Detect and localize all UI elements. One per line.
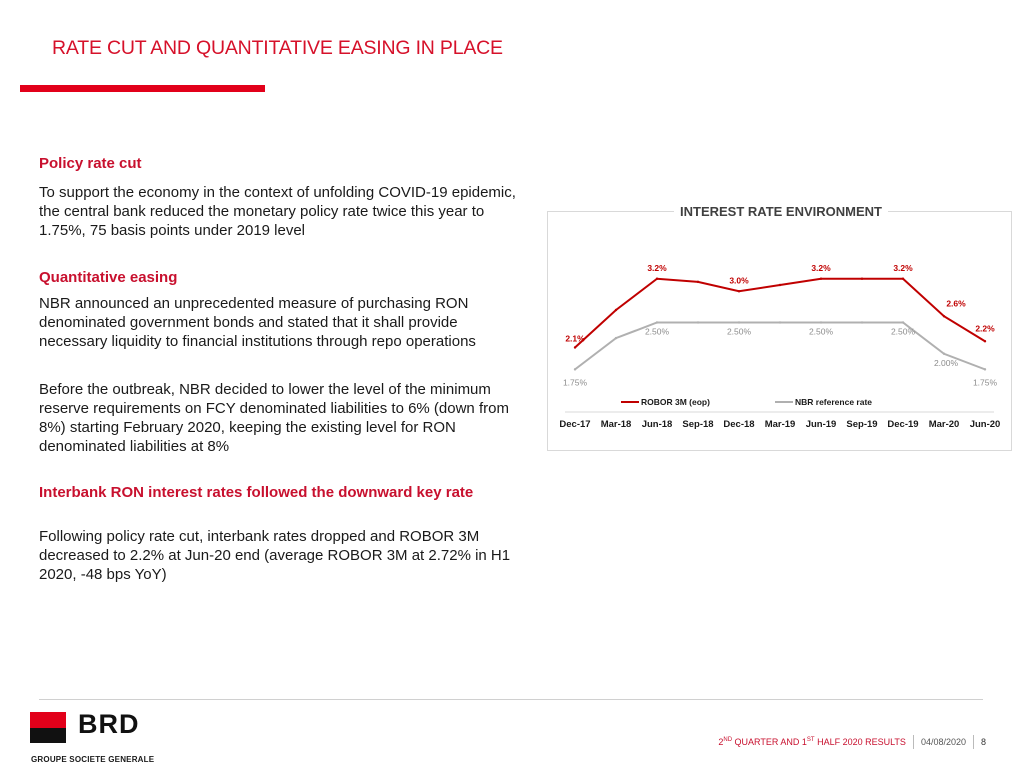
data-point: [984, 340, 986, 342]
data-point: [738, 321, 740, 323]
data-point: [820, 321, 822, 323]
x-tick-label: Jun-18: [641, 419, 673, 430]
data-point: [574, 346, 576, 348]
x-tick-label: Dec-17: [559, 419, 591, 430]
data-point: [943, 315, 945, 317]
logo-subtitle: GROUPE SOCIETE GENERALE: [31, 755, 155, 764]
policy-rate-heading: Policy rate cut: [39, 155, 142, 172]
data-point: [902, 321, 904, 323]
footer-date: 04/08/2020: [920, 737, 966, 747]
reserve-requirements-text: Before the outbreak, NBR decided to lower the level of the minimum reserve requirements on FCY denominated liabilities to 6% (down from 8%) starting February 2020, keeping the existing level for RON denominated liabilities at 8%: [39, 381, 509, 455]
data-label: 3.2%: [811, 262, 831, 273]
data-point: [738, 290, 740, 292]
logo-red-block: [30, 712, 66, 728]
data-label: 2.50%: [808, 326, 834, 337]
data-point: [861, 278, 863, 280]
data-label: 2.50%: [890, 326, 916, 337]
data-label: 2.50%: [726, 326, 752, 337]
data-point: [779, 284, 781, 286]
interest-rate-chart: [547, 240, 1012, 440]
x-tick-label: Mar-18: [600, 419, 632, 430]
data-point: [656, 278, 658, 280]
data-label: 2.50%: [644, 326, 670, 337]
data-point: [656, 321, 658, 323]
results-label: 2ND QUARTER AND 1ST HALF 2020 RESULTS: [718, 737, 906, 747]
logo-wordmark: BRD: [78, 709, 140, 739]
x-tick-label: Sep-18: [682, 419, 714, 430]
series-line-nbr: [575, 323, 985, 370]
data-point: [820, 278, 822, 280]
data-point: [697, 321, 699, 323]
data-point: [861, 321, 863, 323]
data-label: 2.6%: [946, 298, 966, 309]
data-label: 2.1%: [565, 333, 585, 344]
data-point: [984, 368, 986, 370]
x-tick-label: Mar-20: [928, 419, 960, 430]
logo-black-block: [30, 728, 66, 743]
footer-separator: [913, 735, 914, 749]
x-tick-label: Jun-19: [805, 419, 837, 430]
data-label: 2.2%: [975, 323, 995, 334]
interbank-text: Following policy rate cut, interbank rates dropped and ROBOR 3M decreased to 2.2% at Jun-20 end (average ROBOR 3M at 2.72% in H1 2020, -48 bps YoY): [39, 528, 511, 583]
data-point: [574, 368, 576, 370]
page-number: 8: [980, 737, 986, 747]
title-accent-bar: [20, 85, 265, 92]
qe-text: NBR announced an unprecedented measure of purchasing RON denominated government bonds and stated that it shall provide necessary liquidity to financial institutions through repo operations: [39, 295, 476, 350]
data-label: 3.2%: [647, 262, 667, 273]
data-label: 3.0%: [729, 275, 749, 286]
interbank-heading: Interbank RON interest rates followed the downward key rate: [39, 484, 474, 501]
x-tick-label: Sep-19: [846, 419, 878, 430]
data-point: [697, 281, 699, 283]
footer-info: [718, 735, 986, 749]
footer-separator: [973, 735, 974, 749]
data-point: [779, 321, 781, 323]
data-label: 2.00%: [933, 357, 959, 368]
page-title: RATE CUT AND QUANTITATIVE EASING IN PLACE: [52, 37, 503, 59]
policy-rate-text: To support the economy in the context of unfolding COVID-19 epidemic, the central bank reduced the monetary policy rate twice this year to 1.75%, 75 basis points under 2019 level: [39, 184, 516, 239]
x-tick-label: Dec-18: [723, 419, 755, 430]
legend-label: ROBOR 3M (eop): [641, 397, 710, 407]
data-point: [615, 309, 617, 311]
data-point: [943, 353, 945, 355]
x-tick-label: Jun-20: [969, 419, 1001, 430]
data-point: [615, 337, 617, 339]
chart-title: INTEREST RATE ENVIRONMENT: [674, 204, 888, 219]
data-label: 3.2%: [893, 262, 913, 273]
x-tick-label: Mar-19: [764, 419, 796, 430]
x-tick-label: Dec-19: [887, 419, 919, 430]
data-label: 1.75%: [972, 377, 998, 388]
data-label: 1.75%: [562, 377, 588, 388]
qe-heading: Quantitative easing: [39, 269, 178, 286]
footer-divider: [39, 699, 983, 700]
data-point: [902, 278, 904, 280]
legend-label: NBR reference rate: [795, 397, 873, 407]
